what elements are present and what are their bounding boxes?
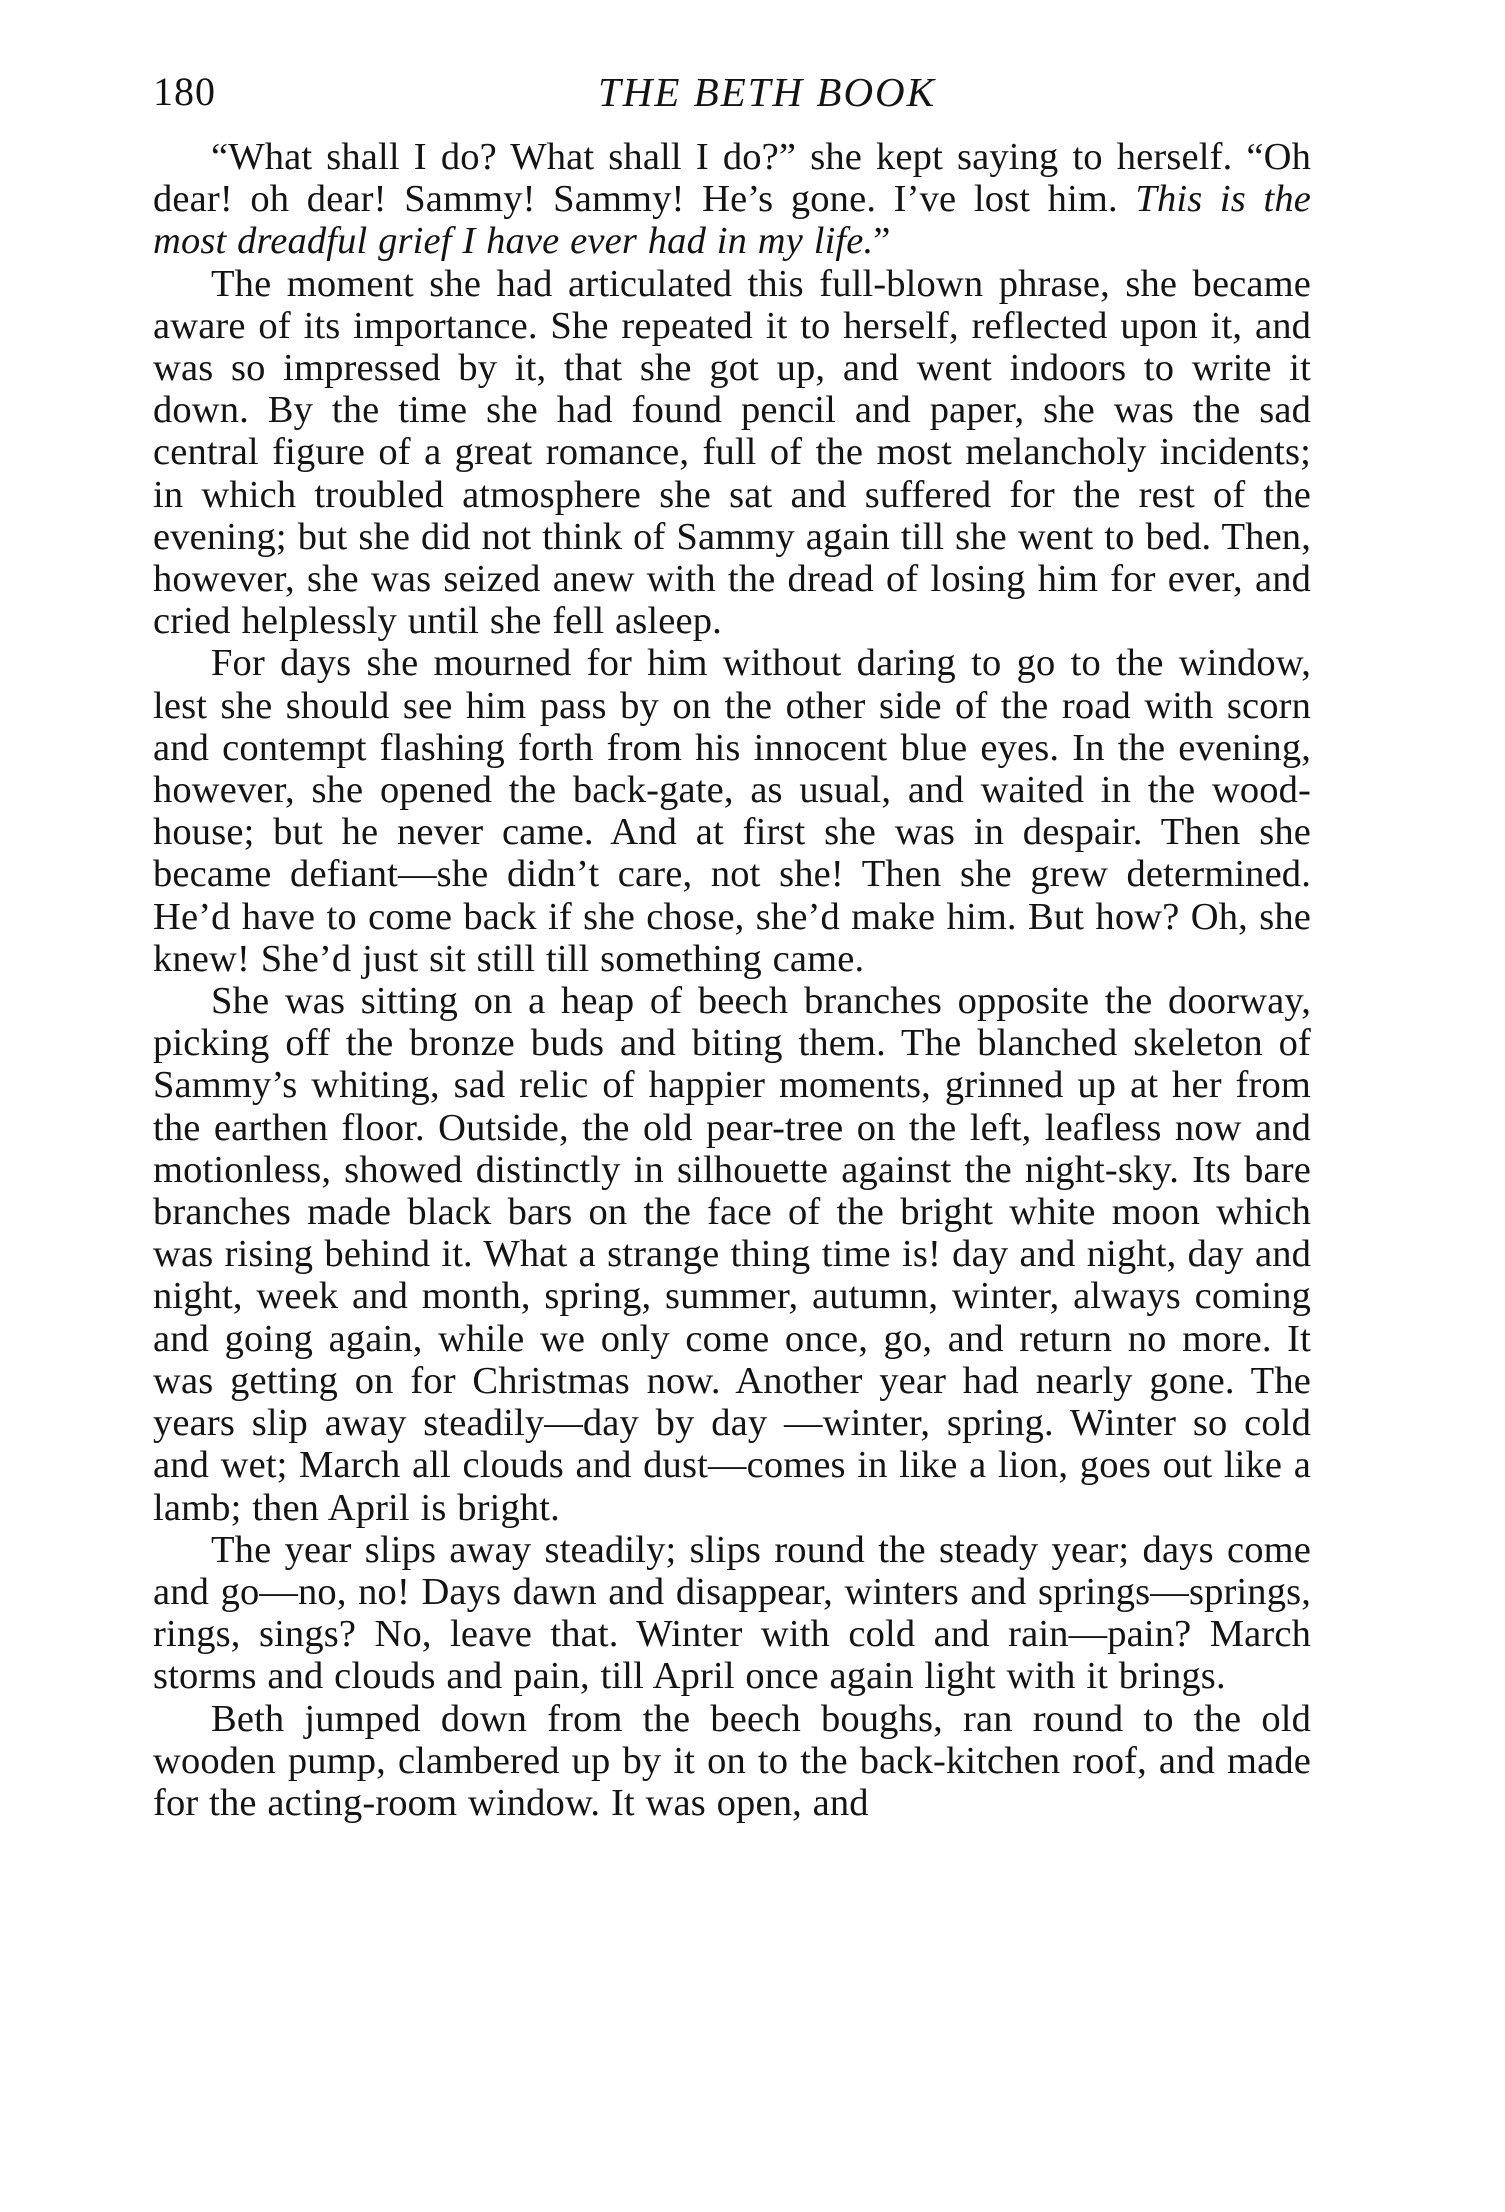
paragraph-3: For days she mourned for him without daring to go to the window, lest she should see him pass by on the other side of the road with scorn and contempt flashing forth from his innocent blue eyes. In the evening, however, she opened the back-gate, as usual, and waited in the wood-house; but he never came. And at first she was in despair. Then she became defiant—she didn’t care, not she! Then she grew determined. He’d have to come back if she chose, she’d make him. But how? Oh, she knew! She’d just sit still till something came. (153, 642, 1311, 980)
body-text (153, 136, 1311, 1824)
paragraph-6: Beth jumped down from the beech boughs, ran round to the old wooden pump, clambered up by it on to the back-kitchen roof, and made for the acting-room window. It was open, and (153, 1697, 1311, 1824)
running-head (153, 62, 1311, 122)
paragraph-5: The year slips away steadily; slips round the steady year; days come and go—no, no! Days dawn and disappear, winters and springs—springs, rings, sings? No, leave that. Winter with cold and rain—pain? March storms and clouds and pain, till April once again light with it brings. (153, 1528, 1311, 1698)
book-title: THE BETH BOOK (597, 69, 937, 115)
page-number: 180 (153, 69, 216, 114)
paragraph-1-close-quote: ” (873, 220, 891, 263)
paragraph-4: She was sitting on a heap of beech branches opposite the doorway, picking off the bronze buds and biting them. The blanched skeleton of Sammy’s whiting, sad relic of happier moments, grinned up at her from the earthen floor. Outside, the old pear-tree on the left, leafless now and motionless, showed distinctly in silhouette against the night-sky. Its bare branches made black bars on the face of the bright white moon which was rising behind it. What a strange thing time is! day and night, day and night, week and month, spring, summer, autumn, winter, always coming and going again, while we only come once, go, and return no more. It was getting on for Christmas now. Another year had nearly gone. The years slip away steadily—day by day —winter, spring. Winter so cold and wet; March all clouds and dust—comes in like a lion, goes out like a lamb; then April is bright. (153, 980, 1311, 1529)
paragraph-1-text: “What shall I do? What shall I do?” she kept saying to herself. “Oh dear! oh dear! Sammy! Sammy! He’s gone. I’ve lost him. (153, 136, 1311, 221)
paragraph-1 (153, 136, 1311, 263)
paragraph-1-italic: This is the most dreadful grief I have ever had in my life. (153, 178, 1311, 263)
paragraph-2: The moment she had articulated this full-blown phrase, she became aware of its importance. She repeated it to herself, reflected upon it, and was so impressed by it, that she got up, and went indoors to write it down. By the time she had found pencil and paper, she was the sad central figure of a great romance, full of the most melancholy incidents; in which troubled atmosphere she sat and suffered for the rest of the evening; but she did not think of Sammy again till she went to bed. Then, however, she was seized anew with the dread of losing him for ever, and cried helplessly until she fell asleep. (153, 262, 1311, 643)
